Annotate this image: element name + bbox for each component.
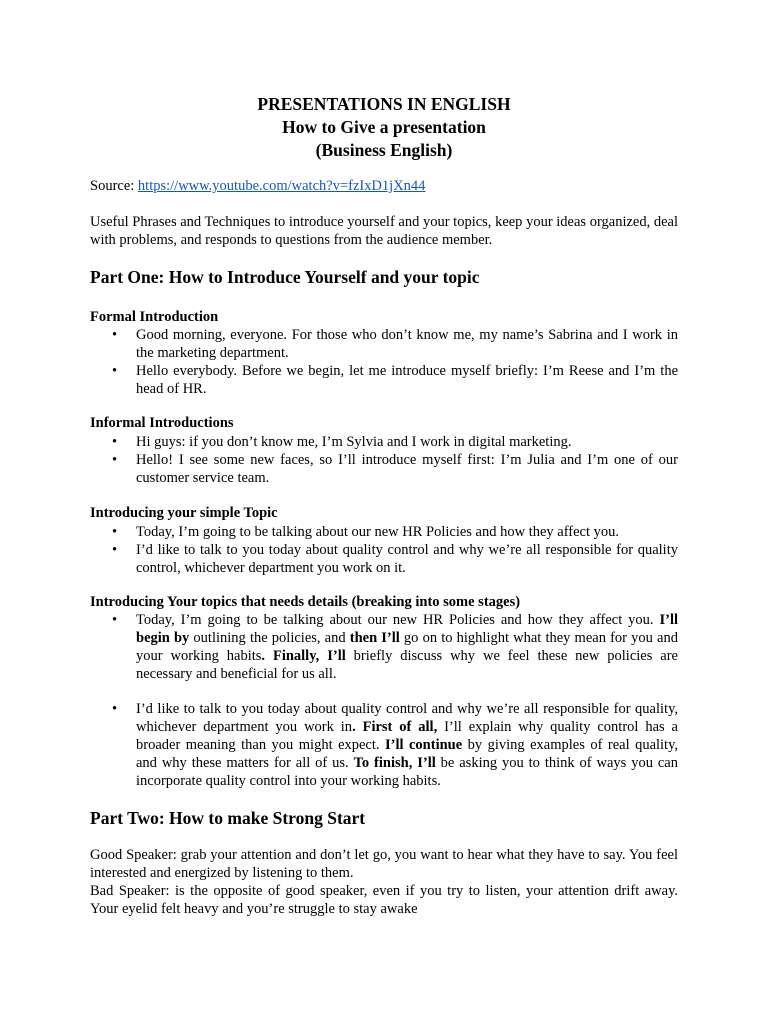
source-label: Source: <box>90 178 138 194</box>
informal-intro-title: Informal Introductions <box>90 415 234 431</box>
list-item: • Today, I’m going to be talking about our new HR Policies and how they affect you. <box>112 524 620 540</box>
source-link[interactable]: https://www.youtube.com/watch?v=fzIxD1jXn44 <box>137 178 426 194</box>
good-speaker-paragraph: Good Speaker: grab your attention and don’t let go, you want to hear what they have to say. You feel interested and energized by listening to them. <box>90 847 678 881</box>
title-line-3: (Business English) <box>315 140 453 160</box>
part-two-heading: Part Two: How to make Strong Start <box>90 808 366 828</box>
formal-intro-list <box>90 326 678 398</box>
title-line-2: How to Give a presentation <box>282 117 486 137</box>
list-item: • Today, I’m going to be talking about our new HR Policies and how they affect you. I’ll begin by outlining the policies, and then I’ll go on to highlight what they mean for you and your working habits. Finally, I’ll briefly discuss why we feel these new policies are necessary and beneficial for us all. <box>112 612 678 682</box>
bullet-icon: • <box>112 452 118 468</box>
source-line <box>90 177 678 195</box>
bullet-icon: • <box>112 612 118 628</box>
simple-topic-title: Introducing your simple Topic <box>90 505 278 521</box>
formal-intro-title: Formal Introduction <box>90 309 219 325</box>
list-item: • Hello! I see some new faces, so I’ll introduce myself first: I’m Julia and I’m one of our customer service team. <box>112 452 678 486</box>
simple-topic-list <box>90 523 678 577</box>
intro-paragraph: Useful Phrases and Techniques to introduce yourself and your topics, keep your ideas organized, deal with problems, and responds to questions from the audience member. <box>90 214 678 248</box>
list-item: • Hello everybody. Before we begin, let me introduce myself briefly: I’m Reese and I’m the head of HR. <box>112 363 678 397</box>
document-title <box>0 93 768 162</box>
list-item: • I’d like to talk to you today about quality control and why we’re all responsible for quality control, whichever department you work on it. <box>112 542 678 576</box>
bullet-icon: • <box>112 327 118 343</box>
bullet-icon: • <box>112 701 118 717</box>
bad-speaker-paragraph: Bad Speaker: is the opposite of good speaker, even if you try to listen, your attention drift away. Your eyelid felt heavy and you’re struggle to stay awake <box>90 883 678 917</box>
bullet-icon: • <box>112 434 118 450</box>
list-item: • Hi guys: if you don’t know me, I’m Sylvia and I work in digital marketing. <box>112 434 572 450</box>
list-item: • I’d like to talk to you today about quality control and why we’re all responsible for quality, whichever department you work in. First of all, I’ll explain why quality control has a broader meaning than you might expect. I’ll continue by giving examples of real quality, and why these matters for all of us. To finish, I’ll be asking you to think of ways you can incorporate quality control into your working habits. <box>112 701 679 789</box>
list-item: • Good morning, everyone. For those who don’t know me, my name’s Sabrina and I work in the marketing department. <box>112 327 678 361</box>
bullet-icon: • <box>112 542 118 558</box>
detailed-topic-list <box>90 611 678 683</box>
detailed-topic-list-2 <box>90 700 678 790</box>
part-one-heading: Part One: How to Introduce Yourself and your topic <box>90 267 480 287</box>
bullet-icon: • <box>112 524 118 540</box>
bullet-icon: • <box>112 363 118 379</box>
informal-intro-list <box>90 433 678 487</box>
detailed-topic-title: Introducing Your topics that needs details (breaking into some stages) <box>90 594 521 610</box>
title-line-1: PRESENTATIONS IN ENGLISH <box>257 94 511 114</box>
